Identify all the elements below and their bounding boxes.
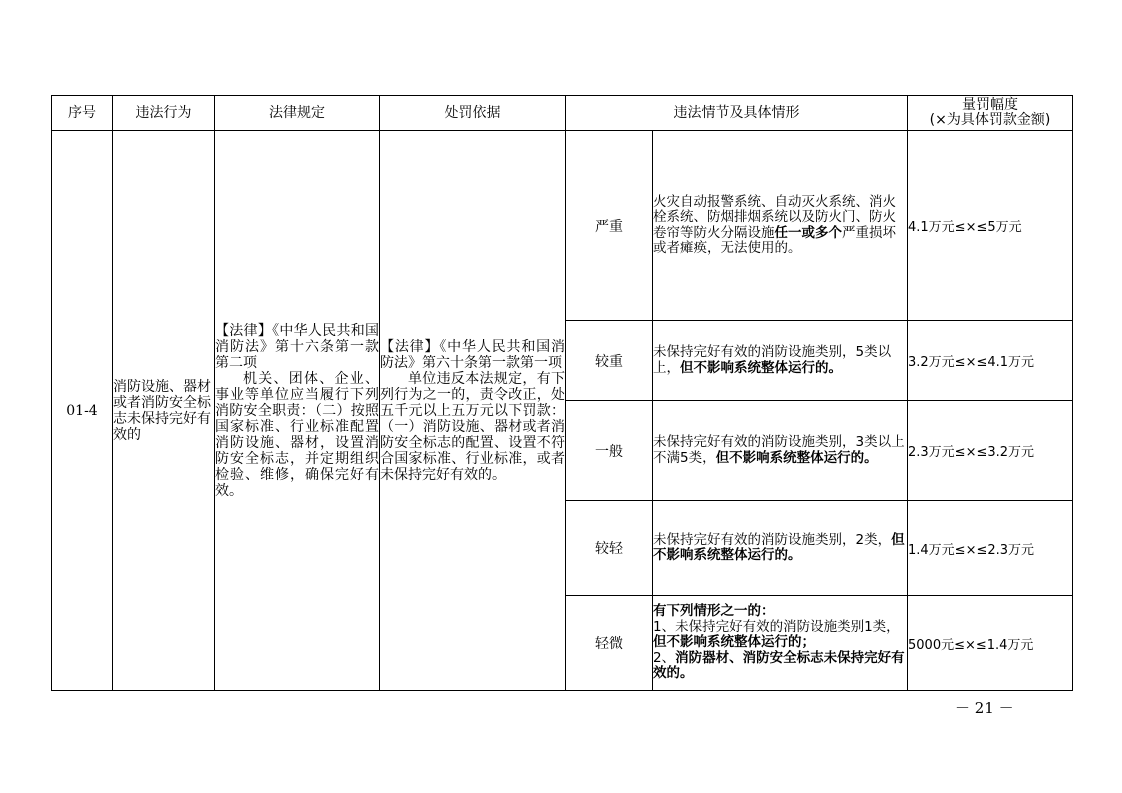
row-behavior: 消防设施、器材或者消防安全标志未保持完好有效的 (113, 131, 215, 691)
header-fine-line1: 量罚幅度 (962, 97, 1018, 113)
level-minor: 较轻 (566, 501, 653, 596)
detail-slight-item-2 (653, 651, 907, 682)
header-basis: 处罚依据 (380, 96, 566, 131)
detail-general-text: 未保持完好有效的消防设施类别，3类以上不满5类， (653, 434, 905, 466)
detail-general (653, 401, 908, 501)
detail-serious-bold: 但不影响系统整体运行的。 (680, 359, 842, 376)
detail-general-bold: 但不影响系统整体运行的。 (715, 449, 878, 466)
detail-severe-bold: 任一或多个 (774, 224, 842, 241)
basis-body: 单位违反本法规定，有下列行为之一的，责令改正，处五千元以上五万元以下罚款：（一）消防设施、器材或者消防安全标志的配置、设置不符合国家标准、行业标准，或者未保持完好有效的。 (380, 370, 565, 483)
detail-serious (653, 321, 908, 401)
fine-general: 2.3万元≤×≤3.2万元 (908, 401, 1073, 501)
fine-minor: 1.4万元≤×≤2.3万元 (908, 501, 1073, 596)
detail-severe-text-end: 严重损坏或者瘫痪，无法使用的。 (653, 224, 896, 256)
level-slight: 轻微 (566, 596, 653, 691)
page-number: － 21 － (955, 699, 1014, 717)
fine-slight: 5000元≤×≤1.4万元 (908, 596, 1073, 691)
header-row (52, 96, 1073, 131)
detail-slight (653, 596, 908, 691)
detail-minor-text: 未保持完好有效的消防设施类别，2类， (653, 531, 892, 548)
header-fine (908, 96, 1073, 131)
detail-slight-item-1-bold: 但不影响系统整体运行的； (653, 634, 815, 651)
level-general: 一般 (566, 401, 653, 501)
law-title: 【法律】《中华人民共和国消防法》第十六条第一款第二项 (215, 322, 379, 371)
header-fine-line2: (×为具体罚款金额) (929, 112, 1051, 128)
detail-minor (653, 501, 908, 596)
fine-serious: 3.2万元≤×≤4.1万元 (908, 321, 1073, 401)
header-law: 法律规定 (215, 96, 380, 131)
law-body: 机关、团体、企业、事业等单位应当履行下列消防安全职责：（二）按照国家标准、行业标准配置消防设施、器材，设置消防安全标志，并定期组织检验、维修，确保完好有效。 (215, 370, 379, 499)
row-no: 01-4 (52, 131, 113, 691)
table-row (52, 131, 1073, 321)
detail-minor-bold: 但不影响系统整体运行的。 (653, 531, 905, 563)
detail-severe (653, 131, 908, 321)
detail-serious-text: 未保持完好有效的消防设施类别，5类以上， (653, 344, 892, 376)
header-circumstance: 违法情节及具体情形 (566, 96, 908, 131)
row-basis (380, 131, 566, 691)
detail-slight-intro: 有下列情形之一的： (653, 603, 775, 620)
row-law (215, 131, 380, 691)
header-behavior: 违法行为 (113, 96, 215, 131)
detail-slight-item-1-text: 1、未保持完好有效的消防设施类别1类， (653, 618, 900, 635)
basis-title: 【法律】《中华人民共和国消防法》第六十条第一款第一项 (380, 338, 565, 371)
level-severe: 严重 (566, 131, 653, 321)
detail-slight-item-2-bold: 消防器材、消防安全标志未保持完好有效的。 (653, 649, 905, 682)
level-serious: 较重 (566, 321, 653, 401)
fine-severe: 4.1万元≤×≤5万元 (908, 131, 1073, 321)
detail-slight-item-1 (653, 620, 907, 651)
detail-severe-text: 火灾自动报警系统、自动灭火系统、消火栓系统、防烟排烟系统以及防火门、防火卷帘等防火分隔设施 (653, 193, 896, 241)
penalty-table (51, 95, 1073, 691)
header-no: 序号 (52, 96, 113, 131)
detail-slight-item-2-text: 2、 (653, 649, 676, 666)
